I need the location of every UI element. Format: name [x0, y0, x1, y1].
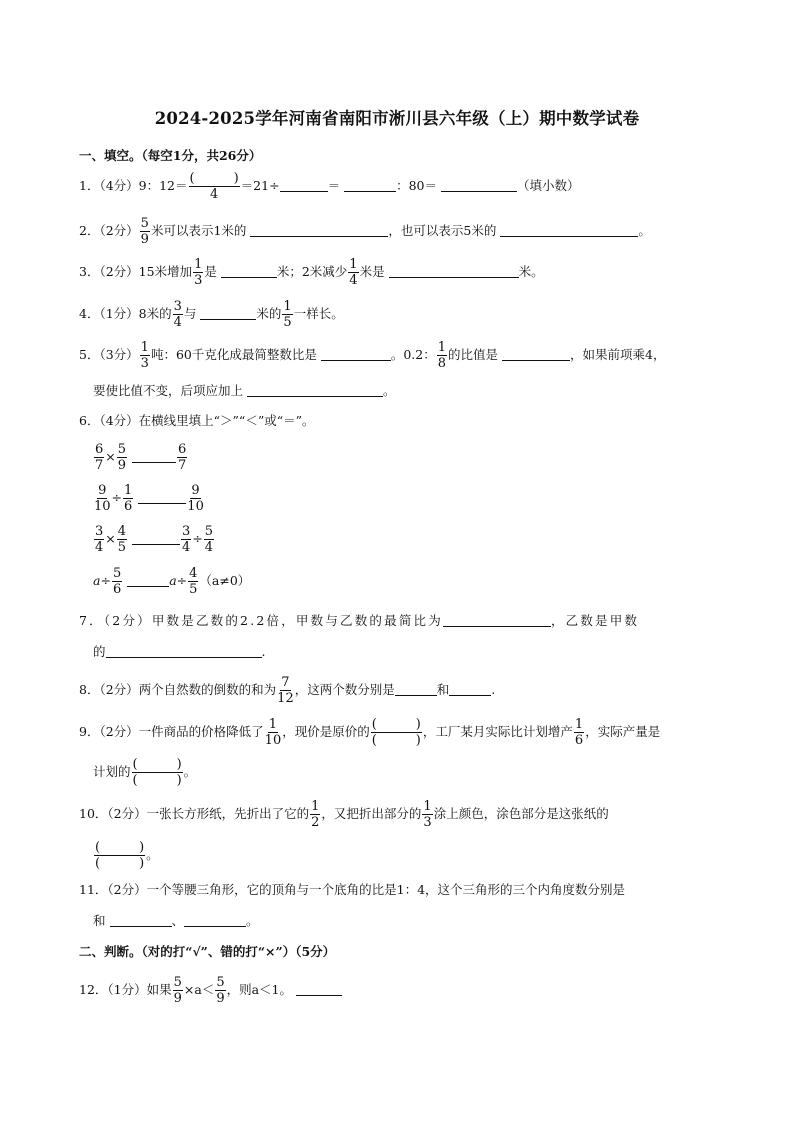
answer-blank[interactable] [132, 448, 176, 463]
answer-blank[interactable] [441, 177, 517, 192]
answer-blank[interactable] [321, 346, 391, 361]
answer-blank[interactable] [221, 263, 277, 278]
answer-blank[interactable] [280, 177, 328, 192]
section-true-false: 二、判断。（对的打“√”、错的打“×”）（5分） [79, 944, 336, 959]
compare-row-4: a÷ $\frac{5}{6}$ a÷ $\frac{4}{5}$ （a≠0） [93, 566, 251, 597]
question-11-line-2: 和 、 。 [93, 913, 259, 928]
question-10-line-2: $\frac{( )}{( )}$ 。 [95, 840, 159, 871]
question-7: 7．（2分）甲数是乙数的2.2倍，甲数与乙数的最简比为 ，乙数是甲数 [79, 613, 640, 628]
answer-blank[interactable] [296, 981, 342, 996]
answer-blank[interactable] [247, 382, 383, 397]
page-title: 2024-2025学年河南省南阳市淅川县六年级（上）期中数学试卷 [154, 109, 640, 128]
question-4: 4．（1分）8米的 $\frac{3}{4}$ 与 米的 $\frac{1}{5}$ 一样长。 [79, 299, 344, 330]
blank-fraction[interactable]: $\frac{( )}{4}$ [189, 171, 239, 202]
answer-blank[interactable] [110, 912, 172, 927]
question-5-line-2: 要使比值不变，后项应加上 。 [93, 383, 396, 398]
answer-blank[interactable] [502, 346, 570, 361]
blank-fraction[interactable]: $\frac{( )}{( )}$ [95, 840, 145, 871]
answer-blank[interactable] [138, 489, 186, 504]
question-11: 11．（2分）一个等腰三角形，它的顶角与一个底角的比是1：4，这个三角形的三个内角度数分别是 [79, 882, 626, 897]
answer-blank[interactable] [389, 263, 519, 278]
blank-fraction[interactable]: $\frac{( )}{( )}$ [371, 717, 421, 748]
answer-blank[interactable] [449, 681, 491, 696]
answer-blank[interactable] [250, 222, 388, 237]
question-9-line-2: 计划的 $\frac{( )}{( )}$ 。 [93, 757, 197, 788]
question-12: 12．（1分）如果 $\frac{5}{9}$ ×a＜ $\frac{5}{9}$ ，则a＜1。 [79, 976, 342, 1005]
compare-row-3: $\frac{3}{4}$ × $\frac{4}{5}$ $\frac{3}{4}$ ÷ $\frac{5}{4}$ [95, 524, 214, 555]
question-10: 10．（2分）一张长方形纸，先折出了它的 $\frac{1}{2}$ ，又把折出部分的 $\frac{1}{3}$ 涂上颜色，涂色部分是这张纸的 [79, 799, 609, 830]
answer-blank[interactable] [127, 572, 169, 587]
question-1: 1．（4分）9：12＝ $\frac{( )}{4}$ ＝21÷ ＝ ：80＝ （填小数） [79, 171, 580, 202]
answer-blank[interactable] [500, 222, 638, 237]
answer-blank[interactable] [443, 612, 551, 627]
question-7-line-2: 的 . [93, 644, 266, 659]
compare-row-1: $\frac{6}{7}$ × $\frac{5}{9}$ $\frac{6}{7}$ [95, 442, 187, 473]
question-9: 9．（2分）一件商品的价格降低了 $\frac{1}{10}$ ，现价是原价的 $\frac{( )}{( )}$ ，工厂某月实际比计划增产 $\frac{1}{6}$ ，实际产量是 [79, 717, 661, 748]
answer-blank[interactable] [200, 305, 256, 320]
question-3: 3．（2分）15米增加 $\frac{1}{3}$ 是 米；2米减少 $\frac{1}{4}$ 米是 米。 [79, 257, 544, 288]
question-2: 2．（2分） $\frac{5}{9}$ 米可以表示1米的 ，也可以表示5米的 。 [79, 216, 651, 247]
answer-blank[interactable] [184, 912, 246, 927]
answer-blank[interactable] [344, 177, 396, 192]
question-5: 5．（3分） $\frac{1}{3}$ 吨：60千克化成最简整数比是 。0.2： $\frac{1}{8}$ 的比值是 ，如果前项乘4， [79, 340, 666, 371]
answer-blank[interactable] [132, 530, 180, 545]
question-8: 8．（2分）两个自然数的倒数的和为 $\frac{7}{12}$ ，这两个数分别是 和 . [79, 675, 496, 706]
answer-blank[interactable] [106, 643, 262, 658]
blank-fraction[interactable]: $\frac{( )}{( )}$ [132, 757, 182, 788]
section-fill-blank: 一、填空。（每空1分，共26分） [79, 148, 262, 163]
compare-row-2: $\frac{9}{10}$ ÷ $\frac{1}{6}$ $\frac{9}{10}$ [94, 483, 204, 514]
question-6: 6．（4分）在横线里填上“＞”“＜”或“＝”。 [79, 413, 315, 428]
answer-blank[interactable] [395, 681, 437, 696]
